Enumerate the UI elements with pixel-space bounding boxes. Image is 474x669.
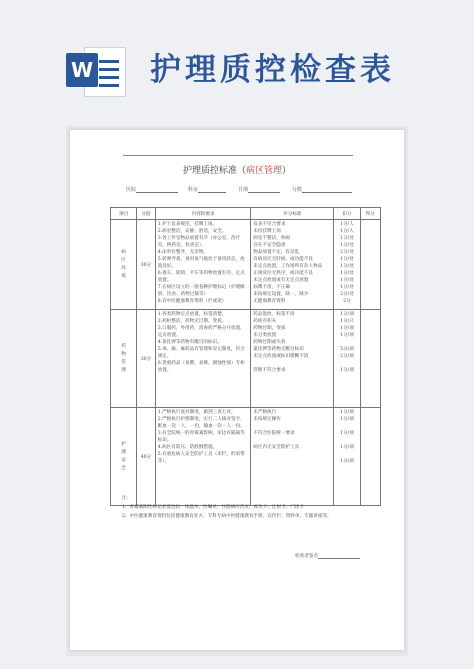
row-earned bbox=[360, 310, 380, 408]
row-category: 病区环境 bbox=[121, 249, 126, 279]
notes-section bbox=[122, 494, 382, 521]
standard-title: 护理质控标准（病区管理） bbox=[182, 166, 292, 176]
table-row bbox=[111, 408, 381, 506]
row-deductions: 1分/人 1分/人 1分/处 1分/处 2分/处 1分/处 1分/处 1分/处 1分/处 1分/处 2分/处 2分 bbox=[334, 220, 360, 310]
header-item: 项目 bbox=[111, 208, 137, 220]
row-requirements: 1.护士仪表规范，挂牌上岗。 2.病室整洁，安静，舒适，安全。 3.各工作室物品放置有序（办公室、治疗室、换药室、检查室）。 4.床单位整齐，无杂物。 5.转弹齐备，备用氧气瓶处于备用状态，放置良好。 6.推车、轮椅、平车等用物放置有序、定点放置。 7.在病区设立的一般各种护理标记（护理级别、饮食、药物过敏等） 8.有中医健康教育资料（栏或架） bbox=[155, 220, 251, 310]
meta-date: 日期 bbox=[238, 186, 280, 193]
row-requirements: 1.各类药物定点放置，标签清楚。 2.药柜整洁，药物无过期、变质。 3.口服药，外用药，消毒药严格分开放置，定点放置。 4.氯化钾等药物有醒目的标识。 5.毒、麻、麻药品有管理和登记制度，符合规定。 6.贵重药品（易燃、易爆、腐蚀性强）专柜放置。 bbox=[155, 310, 251, 408]
note-item: 2、中医健康教育资料包括健康教育处方、专科专病中医健康教育手册、宣传栏、资料单、专题讲座等。 bbox=[122, 514, 332, 519]
document-page bbox=[70, 130, 404, 650]
row-deductions: 1分/项 1分/项 1分/项 1分/项 1分/项 bbox=[334, 408, 360, 506]
note-item: 1、青霉素阳性标记必需包括：体温单、医嘱单、住院病历首页、床头卡、注射卡、门诊卡 bbox=[122, 505, 305, 510]
row-criteria: 药品混放，标签不清 药柜有积灰 药物过期，变质 未分类放置 药物过期或失效 氯化钾等药物无醒目标识 未定点放置或标识模糊不清 管理不符合要求 bbox=[251, 310, 334, 408]
meta-department: 科室 bbox=[188, 186, 226, 193]
meta-hospital: 医院 bbox=[126, 186, 178, 193]
row-category: 护理安全 bbox=[121, 441, 126, 471]
page-title: 护理质控检查表 bbox=[150, 52, 395, 88]
row-category: 药物管理 bbox=[121, 343, 126, 373]
table-row bbox=[111, 310, 381, 408]
header-rule bbox=[123, 155, 353, 156]
word-badge: W bbox=[66, 53, 98, 87]
header-deduction: 扣分 bbox=[334, 208, 360, 220]
inspection-table bbox=[110, 207, 381, 506]
header-score: 分值 bbox=[137, 208, 156, 220]
row-earned bbox=[360, 408, 380, 506]
row-criteria: 仪表不符合要求 未持挂牌上岗 病室不整洁，吵闹 存在不安全隐患 物品放置不定，有杂乱 有病房应无肝病，成功能不良 未定点放置，工作场所有杂人物品 正规床位无秩序，或功能不良 未定点放置或有无定点放置 标牌不清，不正确 未按规定设置，缺一，缺少 无健康教育资料 bbox=[251, 220, 334, 310]
signer-field: 检查者签名 bbox=[295, 553, 360, 559]
row-score: 30分 bbox=[137, 220, 156, 310]
header-earned: 得分 bbox=[360, 208, 380, 220]
row-earned bbox=[360, 220, 380, 310]
table-header-row bbox=[111, 208, 381, 220]
row-criteria: 未严格执行 未按规定操作 不符合医院统一要求 病区内无安全防护工具 bbox=[251, 408, 334, 506]
meta-score: 分数 bbox=[292, 186, 352, 193]
title-highlight: 病区管理 bbox=[245, 166, 282, 176]
header-banner bbox=[0, 0, 474, 130]
row-deductions: 1分/项 1分/只 1分/项 1分/项 5分/项 2分/项 1分/项 bbox=[334, 310, 360, 408]
header-criteria: 评分标准 bbox=[251, 208, 334, 220]
header-requirements: 内容和要求 bbox=[155, 208, 251, 220]
row-score: 30分 bbox=[137, 310, 156, 408]
word-document-icon bbox=[66, 43, 124, 97]
row-requirements: 1.严格执行查对制度，做到三查七对。 2.严格执行护理制度，实行二人核对签字，配血一次一人，一份，输血一次一人一份。 3.有全院统一的青霉素影响，床边有隔离等标识。 4.病区有防压、防跌倒措施。 5.有重危病人安全防护工具（床栏，约束带等）。 bbox=[155, 408, 251, 506]
row-score: 40分 bbox=[137, 408, 156, 506]
notes-heading: 注： bbox=[122, 496, 132, 501]
table-row bbox=[111, 220, 381, 310]
